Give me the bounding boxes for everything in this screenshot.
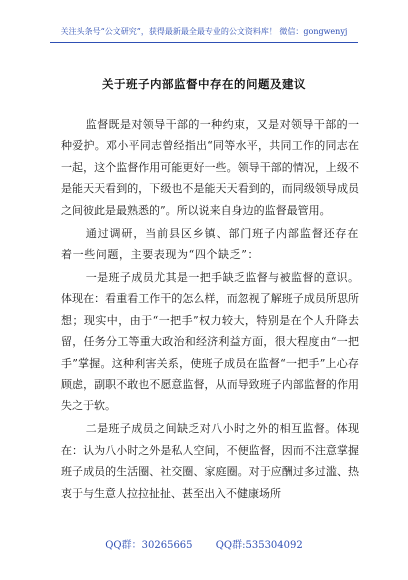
promo-header: 关注头条号“公文研究”，获得最新最全最专业的公文资料库！ 微信：gongwenyj xyxy=(60,27,348,36)
qq-group-1: QQ群：30265665 xyxy=(105,540,193,551)
header-divider xyxy=(50,42,358,43)
qq-group-2: QQ群:535304092 xyxy=(215,540,303,551)
paragraph: 监督既是对领导干部的一种约束，又是对领导干部的一种爱护。邓小平同志曾经指出“同等水平，共同工作的同志在一起，这个监督作用可能更好一些。领导干部的情况，上级不是能天天看到的，下级也不是能天天看到的，而同级领导成员之间彼此是最熟悉的”。所以说来自身边的监督最管用。 xyxy=(61,118,359,217)
paragraph: 一是班子成员尤其是一把手缺乏监督与被监督的意识。体现在：看重看工作干的怎么样，而忽视了解班子成员所思所想；现实中，由于“一把手”权力较大，特别是在个人升降去留，任务分工等重大政治和经济利益方面，很大程度由“一把手”掌握。这种利害关系，使班子成员在监督“一把手”上心存顾虑，副职不敢也不愿意监督，从而导致班子内部监督的作用失之于软。 xyxy=(61,271,359,413)
footer-contact xyxy=(0,536,408,551)
document-body xyxy=(61,114,359,506)
paragraph: 二是班子成员之间缺乏对八小时之外的相互监督。体现在：认为八小时之外是私人空间，不便监督，因而不注意掌握班子成员的生活圈、社交圈、家庭圈。对于应酬过多过滥、热衷于与生意人拉拉扯扯、甚至出入不健康场所 xyxy=(61,422,359,500)
document-title: 关于班子内部监督中存在的问题及建议 xyxy=(102,77,306,91)
paragraph: 通过调研，当前县区乡镇、部门班子内部监督还存在着一些问题，主要表现为“四个缺乏”： xyxy=(61,226,359,262)
